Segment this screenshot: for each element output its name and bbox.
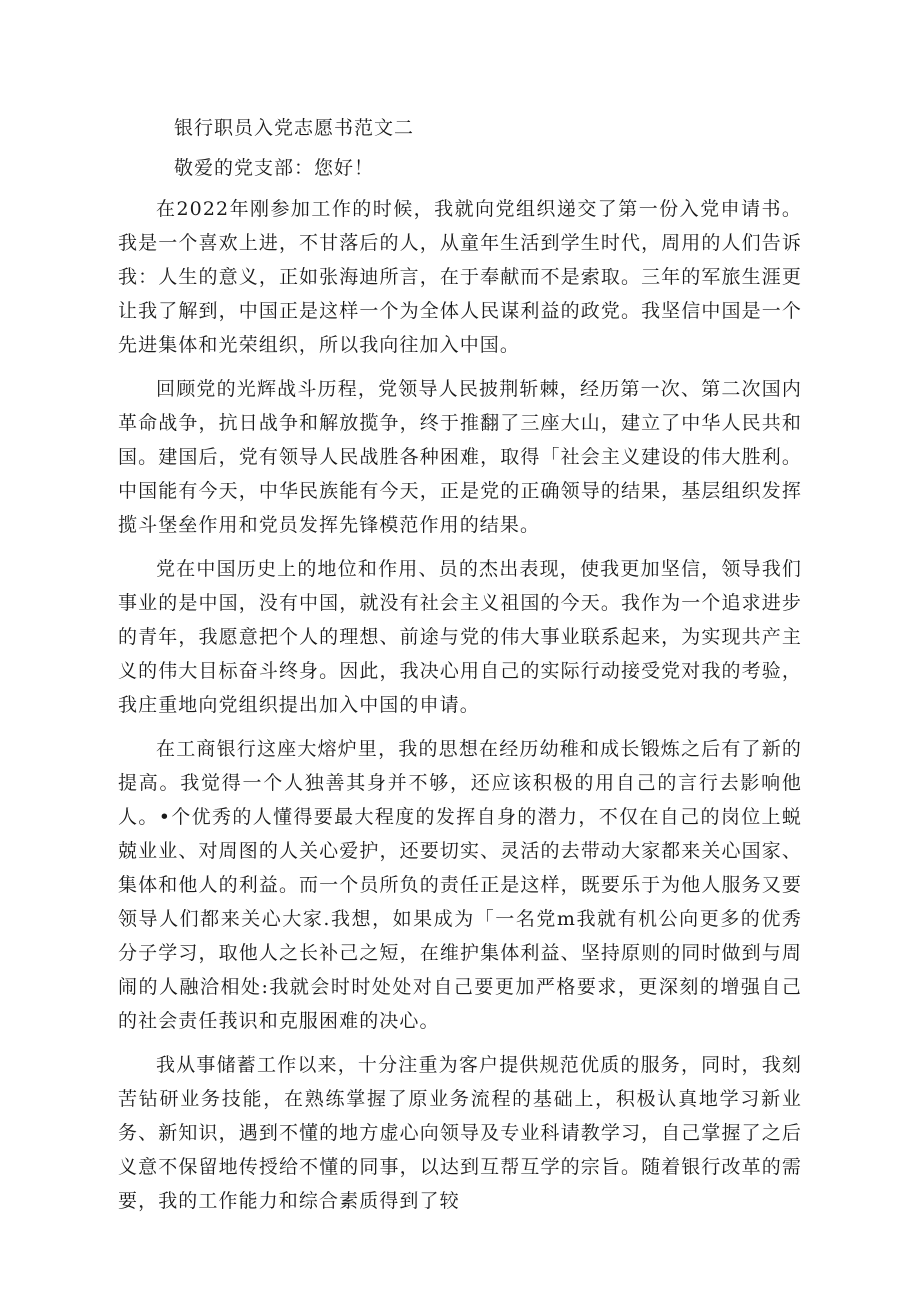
paragraph-5: 我从事储蓄工作以来，十分注重为客户提供规范优质的服务，同时，我刻苦钻研业务技能，在熟练掌握了原业务流程的基础上，积极认真地学习新业务、新知识，遇到不懂的地方虚心向领导及专业科请教学习，自己掌握了之后义意不保留地传授给不懂的同事，以达到互帮互学的宗旨。随着银行改革的需要，我的工作能力和综合素质得到了较 (118, 1054, 802, 1212)
paragraph-2: 回顾党的光辉战斗历程，党领导人民披荆斩棘，经历第一次、第二次国内革命战争，抗日战争和解放揽争，终于推翻了三座大山，建立了中华人民共和国。建国后，党有领导人民战胜各种困难，取得「社会主义建设的伟大胜利。中国能有今天，中华民族能有今天，正是党的正确领导的结果，基层组织发挥揽斗堡垒作用和党员发挥先锋模范作用的结果。 (118, 378, 802, 536)
paragraph-1: 在2022年刚参加工作的时候，我就向党组织递交了第一份入党申请书。我是一个喜欢上进，不甘落后的人，从童年生活到学生时代，周用的人们告诉我：人生的意义，正如张海迪所言，在于奉献而不是索取。三年的军旅生涯更让我了解到，中国正是这样一个为全体人民谋利益的政党。我坚信中国是一个先进集体和光荣组织，所以我向往加入中国。 (118, 198, 802, 356)
paragraph-3: 党在中国历史上的地位和作用、员的杰出表现，使我更加坚信，领导我们事业的是中国，没有中国，就没有社会主义祖国的今天。我作为一个追求进步的青年，我愿意把个人的理想、前途与党的伟大事业联系起来，为实现共产主义的伟大目标奋斗终身。因此，我决心用自己的实际行动接受党对我的考验，我庄重地向党组织提出加入中国的申请。 (118, 558, 802, 716)
salutation: 敬爱的党支部：您好！ (174, 157, 375, 179)
document-title: 银行职员入党志愿书范文二 (174, 117, 415, 139)
paragraph-4: 在工商银行这座大熔炉里，我的思想在经历幼稚和成长锻炼之后有了新的提高。我觉得一个人独善其身并不够，还应该积极的用自己的言行去影响他人。•个优秀的人懂得要最大程度的发挥自身的潜力，不仅在自己的岗位上蜕兢业业、对周图的人关心爱护，还要切实、灵活的去带动大家都来关心国家、集体和他人的利益。而一个员所负的责任正是这样，既要乐于为他人服务又要领导人们都来关心大家.我想，如果成为「一名党m我就有机公向更多的优秀分子学习，取他人之长补己之短，在维护集体利益、坚持原则的同时做到与周闹的人融洽相处:我就会时时处处对自己要更加严格要求，更深刻的增强自己的社会责任莪识和克服困难的决心。 (118, 738, 802, 1032)
